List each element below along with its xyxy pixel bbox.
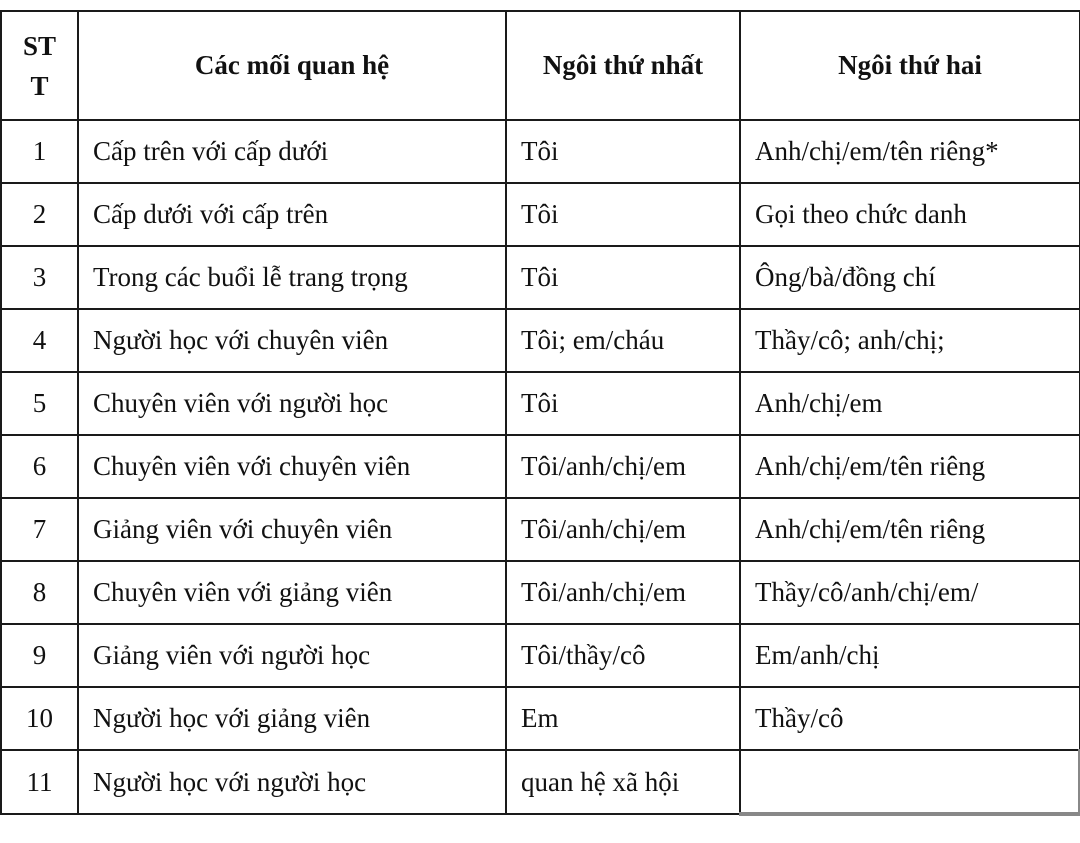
cell-second-person: Ông/bà/đồng chí (740, 246, 1080, 309)
cell-first-person: Tôi (506, 372, 740, 435)
cell-relationship: Giảng viên với người học (78, 624, 506, 687)
table-row (1, 750, 1080, 814)
cell-stt: 2 (1, 183, 78, 246)
cell-first-person: Tôi/anh/chị/em (506, 561, 740, 624)
cell-first-person: Em (506, 687, 740, 750)
table-row (1, 561, 1080, 624)
header-stt (1, 11, 78, 120)
table-row (1, 246, 1080, 309)
cell-first-person: Tôi/anh/chị/em (506, 435, 740, 498)
table-row (1, 372, 1080, 435)
cell-relationship: Người học với chuyên viên (78, 309, 506, 372)
cell-stt: 3 (1, 246, 78, 309)
header-first-person: Ngôi thứ nhất (506, 11, 740, 120)
cell-second-person: Anh/chị/em/tên riêng (740, 435, 1080, 498)
cell-relationship: Chuyên viên với giảng viên (78, 561, 506, 624)
cell-stt: 4 (1, 309, 78, 372)
cell-first-person: Tôi/anh/chị/em (506, 498, 740, 561)
header-relationship: Các mối quan hệ (78, 11, 506, 120)
cell-stt: 1 (1, 120, 78, 183)
table-row (1, 687, 1080, 750)
cell-stt: 10 (1, 687, 78, 750)
cell-first-person: Tôi (506, 246, 740, 309)
cell-second-person: Anh/chị/em/tên riêng* (740, 120, 1080, 183)
cell-stt: 9 (1, 624, 78, 687)
cell-first-person: Tôi (506, 120, 740, 183)
table-header-row (1, 11, 1080, 120)
cell-relationship: Người học với người học (78, 750, 506, 814)
header-second-person: Ngôi thứ hai (740, 11, 1080, 120)
cell-stt: 7 (1, 498, 78, 561)
cell-second-person: Thầy/cô (740, 687, 1080, 750)
table-row (1, 120, 1080, 183)
cell-second-person: Thầy/cô; anh/chị; (740, 309, 1080, 372)
cell-relationship: Giảng viên với chuyên viên (78, 498, 506, 561)
cell-first-person: quan hệ xã hội (506, 750, 740, 814)
cell-stt: 6 (1, 435, 78, 498)
cell-relationship: Chuyên viên với người học (78, 372, 506, 435)
header-stt-line2: T (30, 70, 49, 101)
cell-relationship: Chuyên viên với chuyên viên (78, 435, 506, 498)
cell-first-person: Tôi/thầy/cô (506, 624, 740, 687)
table-row (1, 624, 1080, 687)
cell-second-person: Anh/chị/em/tên riêng (740, 498, 1080, 561)
cell-relationship: Cấp dưới với cấp trên (78, 183, 506, 246)
cell-relationship: Người học với giảng viên (78, 687, 506, 750)
cell-second-person: Em/anh/chị (740, 624, 1080, 687)
relationship-address-table (0, 10, 1080, 816)
table-row (1, 435, 1080, 498)
cell-second-person (740, 750, 1080, 814)
header-stt-line1: ST (22, 30, 57, 61)
cell-second-person: Anh/chị/em (740, 372, 1080, 435)
table-row (1, 309, 1080, 372)
cell-relationship: Cấp trên với cấp dưới (78, 120, 506, 183)
cell-relationship: Trong các buổi lễ trang trọng (78, 246, 506, 309)
cell-stt: 8 (1, 561, 78, 624)
cell-first-person: Tôi; em/cháu (506, 309, 740, 372)
cell-first-person: Tôi (506, 183, 740, 246)
cell-stt: 11 (1, 750, 78, 814)
cell-second-person: Thầy/cô/anh/chị/em/ (740, 561, 1080, 624)
table-row (1, 183, 1080, 246)
table-row (1, 498, 1080, 561)
cell-stt: 5 (1, 372, 78, 435)
cell-second-person: Gọi theo chức danh (740, 183, 1080, 246)
